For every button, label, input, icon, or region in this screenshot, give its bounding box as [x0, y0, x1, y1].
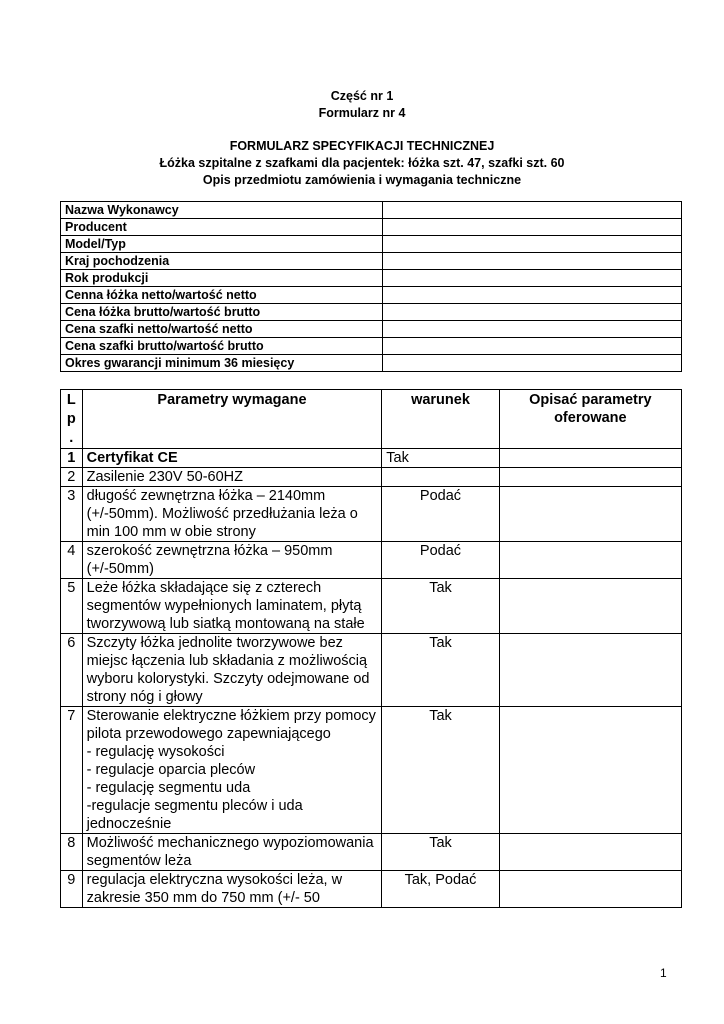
row-lp: 8 [61, 834, 83, 871]
info-value[interactable] [383, 236, 682, 253]
row-offer[interactable] [499, 834, 681, 871]
info-row [61, 202, 682, 219]
document-header [0, 88, 724, 189]
row-offer[interactable] [499, 707, 681, 834]
row-lp: 7 [61, 707, 83, 834]
info-label: Rok produkcji [61, 270, 383, 287]
header-lp: L p . [61, 390, 83, 449]
row-condition: Tak, Podać [382, 871, 499, 908]
row-description: Leże łóżka składające się z czterech segmentów wypełnionych laminatem, płytą tworzywową lub siatką montowaną na stałe [82, 579, 382, 634]
row-description: Certyfikat CE [82, 449, 382, 468]
row-description: Sterowanie elektryczne łóżkiem przy pomocy pilota przewodowego zapewniającego - regulację wysokości - regulacje oparcia pleców - regulację segmentu uda -regulacje segmentu pleców i uda jednocześnie [82, 707, 382, 834]
info-value[interactable] [383, 219, 682, 236]
row-description: Możliwość mechanicznego wypoziomowania segmentów leża [82, 834, 382, 871]
row-lp: 4 [61, 542, 83, 579]
info-label: Okres gwarancji minimum 36 miesięcy [61, 355, 383, 372]
contractor-info-table [60, 201, 682, 372]
table-row [61, 449, 682, 468]
info-value[interactable] [383, 287, 682, 304]
info-row [61, 304, 682, 321]
table-row [61, 487, 682, 542]
row-condition: Tak [382, 449, 499, 468]
row-description: Szczyty łóżka jednolite tworzywowe bez miejsc łączenia lub składania z możliwością wyboru kolorystyki. Szczyty odejmowane od strony nóg i głowy [82, 634, 382, 707]
row-condition: Podać [382, 487, 499, 542]
info-value[interactable] [383, 338, 682, 355]
info-label: Cenna łóżka netto/wartość netto [61, 287, 383, 304]
row-lp: 1 [61, 449, 83, 468]
info-label: Cena szafki netto/wartość netto [61, 321, 383, 338]
info-label: Kraj pochodzenia [61, 253, 383, 270]
info-value[interactable] [383, 270, 682, 287]
table-row [61, 579, 682, 634]
row-description: Zasilenie 230V 50-60HZ [82, 468, 382, 487]
header-params: Parametry wymagane [82, 390, 382, 449]
info-row [61, 287, 682, 304]
info-row [61, 253, 682, 270]
table-row [61, 834, 682, 871]
row-condition: Tak [382, 634, 499, 707]
row-condition: Tak [382, 707, 499, 834]
info-row [61, 321, 682, 338]
row-lp: 3 [61, 487, 83, 542]
info-label: Model/Typ [61, 236, 383, 253]
info-row [61, 270, 682, 287]
info-value[interactable] [383, 253, 682, 270]
part-number: Część nr 1 [330, 89, 394, 103]
header-offer: Opisać parametry oferowane [499, 390, 681, 449]
row-lp: 6 [61, 634, 83, 707]
row-condition: Podać [382, 542, 499, 579]
row-lp: 9 [61, 871, 83, 908]
row-offer[interactable] [499, 542, 681, 579]
row-lp: 5 [61, 579, 83, 634]
row-offer[interactable] [499, 468, 681, 487]
info-value[interactable] [383, 355, 682, 372]
info-label: Cena szafki brutto/wartość brutto [61, 338, 383, 355]
row-description: długość zewnętrzna łóżka – 2140mm (+/-50mm). Możliwość przedłużania leża o min 100 mm w obie strony [82, 487, 382, 542]
form-subtitle: Łóżka szpitalne z szafkami dla pacjentek: łóżka szt. 47, szafki szt. 60 [159, 156, 565, 170]
info-row [61, 355, 682, 372]
row-description: regulacja elektryczna wysokości leża, w zakresie 350 mm do 750 mm (+/- 50 [82, 871, 382, 908]
info-value[interactable] [383, 304, 682, 321]
row-offer[interactable] [499, 871, 681, 908]
table-header-row [61, 390, 682, 449]
page-number: 1 [660, 966, 667, 980]
form-title: FORMULARZ SPECYFIKACJI TECHNICZNEJ [229, 139, 495, 153]
table-row [61, 707, 682, 834]
form-description: Opis przedmiotu zamówienia i wymagania techniczne [202, 173, 522, 187]
row-offer[interactable] [499, 579, 681, 634]
row-condition [382, 468, 499, 487]
row-offer[interactable] [499, 487, 681, 542]
row-lp: 2 [61, 468, 83, 487]
table-row [61, 634, 682, 707]
table-row [61, 468, 682, 487]
info-label: Cena łóżka brutto/wartość brutto [61, 304, 383, 321]
info-row [61, 236, 682, 253]
info-row [61, 219, 682, 236]
info-value[interactable] [383, 321, 682, 338]
row-condition: Tak [382, 579, 499, 634]
row-description: szerokość zewnętrzna łóżka – 950mm (+/-50mm) [82, 542, 382, 579]
table-row [61, 871, 682, 908]
form-number: Formularz nr 4 [318, 106, 406, 120]
info-label: Nazwa Wykonawcy [61, 202, 383, 219]
header-condition: warunek [382, 390, 499, 449]
info-row [61, 338, 682, 355]
row-condition: Tak [382, 834, 499, 871]
parameters-table [60, 389, 682, 908]
table-row [61, 542, 682, 579]
info-value[interactable] [383, 202, 682, 219]
info-label: Producent [61, 219, 383, 236]
row-offer[interactable] [499, 634, 681, 707]
row-offer[interactable] [499, 449, 681, 468]
